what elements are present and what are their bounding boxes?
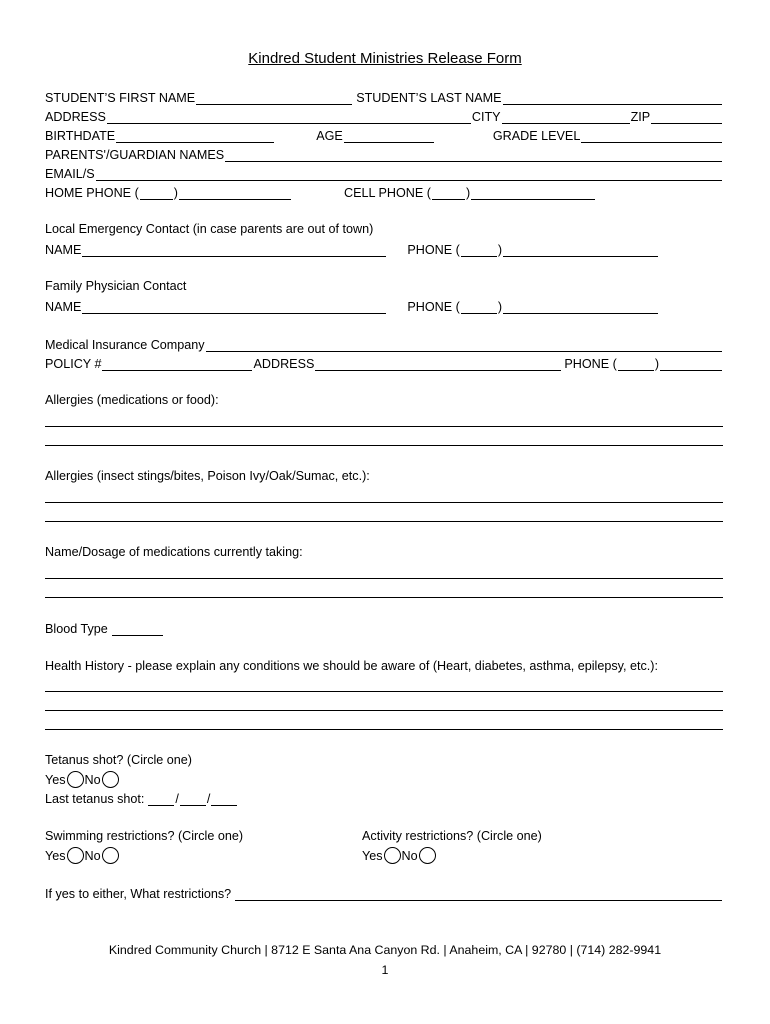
restrictions-field[interactable] [235,888,722,901]
emergency-heading: Local Emergency Contact (in case parents are out of town) [45,222,374,236]
insurance-address-label: ADDRESS [253,357,315,371]
allergies-med-line-1[interactable] [45,426,723,427]
tetanus-question: Tetanus shot? (Circle one) [45,753,192,767]
city-field[interactable] [502,111,630,124]
blood-type-field[interactable] [112,623,163,636]
blood-type-row [45,620,164,636]
address-label: ADDRESS [45,110,106,124]
zip-field[interactable] [651,111,722,124]
allergies-med-line-2[interactable] [45,445,723,446]
physician-phone-label: PHONE ( [407,300,460,314]
tetanus-no-circle[interactable] [102,771,119,788]
grade-field[interactable] [581,130,722,143]
physician-phone-field[interactable] [503,301,658,314]
parents-field[interactable] [225,149,722,162]
emergency-row [45,241,723,257]
activity-yes-circle[interactable] [384,847,401,864]
restrictions-label: If yes to either, What restrictions? [45,887,232,901]
swimming-question: Swimming restrictions? (Circle one) [45,829,244,843]
emergency-name-field[interactable] [82,244,386,257]
birthdate-row [45,127,723,143]
allergies-insect-line-1[interactable] [45,502,723,503]
last-tetanus-slash-1: / [175,792,179,806]
home-phone-area-field[interactable] [140,187,173,200]
address-field[interactable] [107,111,471,124]
last-name-label: STUDENT’S LAST NAME [356,91,502,105]
swimming-no-label: No [84,848,101,863]
policy-field[interactable] [102,358,252,371]
tetanus-yes-circle[interactable] [67,771,84,788]
medications-line-2[interactable] [45,597,723,598]
cell-phone-label: CELL PHONE ( [343,186,431,200]
birthdate-label: BIRTHDATE [45,129,116,143]
last-tetanus-slash-2: / [206,792,211,806]
physician-phone-area-field[interactable] [461,301,497,314]
age-field[interactable] [344,130,434,143]
cell-phone-area-field[interactable] [432,187,465,200]
email-field[interactable] [96,168,722,181]
emergency-phone-paren: ) [497,243,503,257]
policy-label: POLICY # [45,357,102,371]
student-name-row [45,89,723,105]
grade-label: GRADE LEVEL [492,129,581,143]
last-tetanus-month-field[interactable] [148,793,174,806]
last-tetanus-row [45,790,238,806]
activity-yes-label: Yes [362,848,383,863]
insurance-phone-paren: ) [654,357,660,371]
last-name-field[interactable] [503,92,722,105]
activity-options [362,848,437,865]
email-row [45,165,723,181]
zip-label: ZIP [630,110,651,124]
emergency-name-label: NAME [45,243,82,257]
swimming-options [45,848,120,865]
activity-question: Activity restrictions? (Circle one) [362,829,542,843]
emergency-phone-area-field[interactable] [461,244,497,257]
physician-row [45,298,723,314]
allergies-insect-line-2[interactable] [45,521,723,522]
policy-row [45,355,723,371]
insurance-phone-label: PHONE ( [564,357,617,371]
home-phone-field[interactable] [179,187,291,200]
emergency-phone-field[interactable] [503,244,658,257]
insurance-company-row [45,336,723,352]
allergies-insect-label: Allergies (insect stings/bites, Poison Ivy/Oak/Sumac, etc.): [45,469,370,483]
restrictions-row [45,885,723,901]
insurance-phone-area-field[interactable] [618,358,654,371]
first-name-field[interactable] [196,92,352,105]
cell-phone-paren: ) [465,186,471,200]
swimming-yes-circle[interactable] [67,847,84,864]
activity-no-label: No [401,848,418,863]
allergies-med-label: Allergies (medications or food): [45,393,219,407]
phone-row [45,184,723,200]
medications-label: Name/Dosage of medications currently taking: [45,545,303,559]
birthdate-field[interactable] [116,130,274,143]
last-tetanus-day-field[interactable] [180,793,206,806]
physician-name-field[interactable] [82,301,386,314]
insurance-company-label: Medical Insurance Company [45,338,205,352]
last-tetanus-label: Last tetanus shot: [45,792,145,806]
insurance-company-field[interactable] [206,339,722,352]
tetanus-options [45,772,120,789]
address-row [45,108,723,124]
physician-phone-paren: ) [497,300,503,314]
age-label: AGE [316,129,343,143]
insurance-address-field[interactable] [315,358,561,371]
insurance-phone-field[interactable] [660,358,722,371]
parents-row [45,146,723,162]
cell-phone-field[interactable] [471,187,595,200]
tetanus-no-label: No [84,772,101,787]
form-title: Kindred Student Ministries Release Form [248,50,522,67]
health-history-line-1[interactable] [45,691,723,692]
email-label: EMAIL/S [45,167,95,181]
swimming-yes-label: Yes [45,848,66,863]
swimming-no-circle[interactable] [102,847,119,864]
activity-no-circle[interactable] [419,847,436,864]
health-history-line-3[interactable] [45,729,723,730]
physician-heading: Family Physician Contact [45,279,187,293]
medications-line-1[interactable] [45,578,723,579]
tetanus-yes-label: Yes [45,772,66,787]
footer-address: Kindred Community Church | 8712 E Santa Ana Canyon Rd. | Anaheim, CA | 92780 | (714) 282-9941 [108,943,662,957]
home-phone-label: HOME PHONE ( [45,186,139,200]
health-history-label: Health History - please explain any conditions we should be aware of (Heart, diabetes, asthma, epilepsy, etc.): [45,659,658,673]
health-history-line-2[interactable] [45,710,723,711]
parents-label: PARENTS'/GUARDIAN NAMES [45,148,225,162]
page-number: 1 [381,963,389,977]
home-phone-paren: ) [173,186,178,200]
blood-type-label: Blood Type [45,622,108,636]
city-label: CITY [471,110,501,124]
emergency-phone-label: PHONE ( [407,243,460,257]
physician-name-label: NAME [45,300,82,314]
first-name-label: STUDENT’S FIRST NAME [45,91,196,105]
last-tetanus-year-field[interactable] [211,793,237,806]
